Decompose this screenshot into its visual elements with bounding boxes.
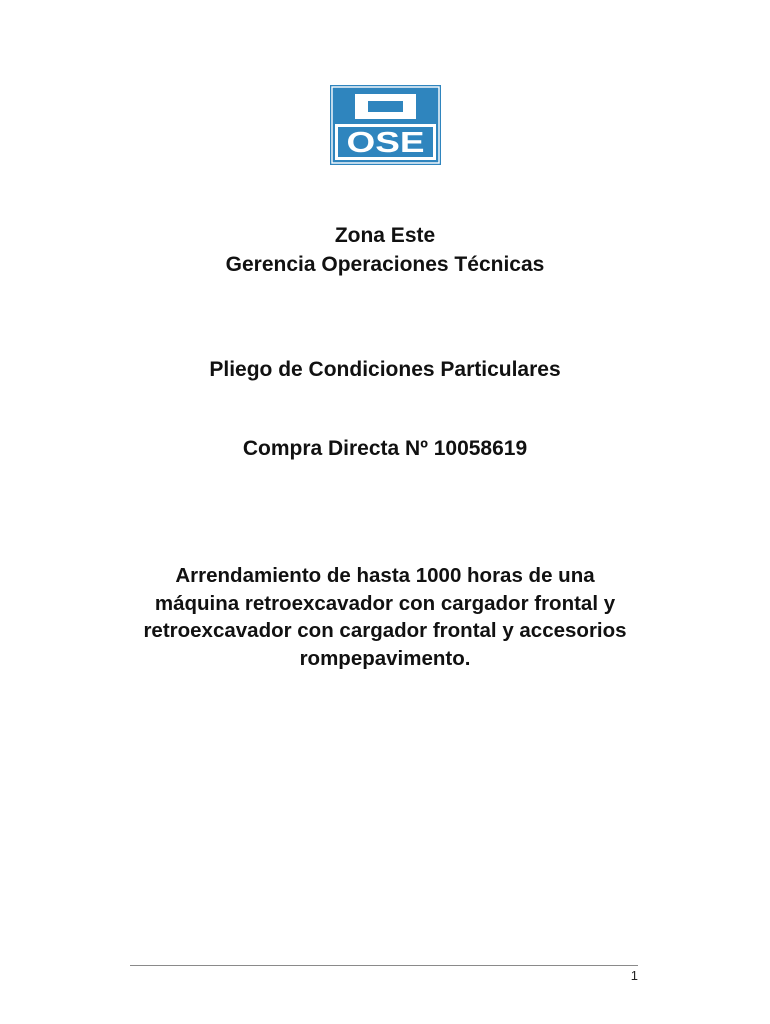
department-title: Gerencia Operaciones Técnicas: [225, 253, 545, 276]
description-line: Arrendamiento de hasta 1000 horas de una: [175, 564, 595, 587]
document-description: [0, 562, 770, 672]
description-line: rompepavimento.: [299, 646, 471, 670]
purchase-reference: Compra Directa Nº 10058619: [242, 437, 528, 460]
description-line: máquina retroexcavador con cargador frontal y: [154, 591, 616, 615]
zone-title: Zona Este: [334, 224, 436, 247]
page-number: 1: [630, 968, 638, 983]
ose-logo-icon: [330, 85, 441, 165]
zone-heading: [0, 221, 770, 279]
document-title: Pliego de Condiciones Particulares: [209, 358, 561, 381]
logo-text: OSE: [346, 127, 425, 159]
footer-divider: [130, 965, 638, 966]
description-line: retroexcavador con cargador frontal y accesorios: [143, 619, 627, 642]
